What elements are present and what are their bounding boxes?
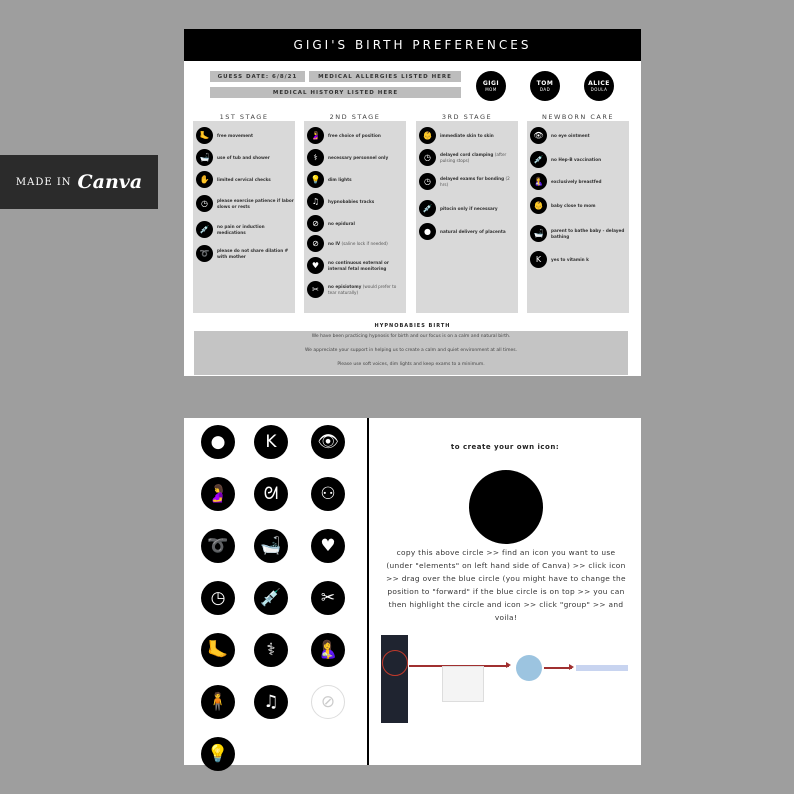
preference-main-text: no pain or induction medications xyxy=(217,224,265,235)
preference-main-text: free movement xyxy=(217,132,254,138)
preference-main-text: delayed cord clamping xyxy=(440,152,494,158)
guess-date-bar: GUESS DATE: 6/8/21 xyxy=(210,71,305,82)
foot-icon[interactable]: 🦶 xyxy=(201,633,235,667)
preference-item xyxy=(419,149,517,166)
preference-item xyxy=(307,127,405,144)
standing-figure-icon[interactable]: 🧍 xyxy=(201,685,235,719)
measuring-tape-icon: ➰ xyxy=(196,245,213,262)
preference-main-text: no epidural xyxy=(328,220,355,226)
music-note-icon[interactable]: ♫ xyxy=(254,685,288,719)
breastfeeding-icon[interactable]: 🤱 xyxy=(311,633,345,667)
fetus-icon[interactable]: ᘛ xyxy=(254,477,288,511)
preference-item xyxy=(419,173,517,190)
syringe-icon: 💉 xyxy=(530,151,547,168)
measuring-tape-icon[interactable]: ➰ xyxy=(201,529,235,563)
preference-text xyxy=(328,284,405,295)
preference-text xyxy=(440,133,494,138)
no-episiotomy-icon: ✂ xyxy=(307,281,324,298)
placenta-icon[interactable]: ● xyxy=(201,425,235,459)
preference-text xyxy=(328,133,381,138)
hypnobabies-line: Please use soft voices, dim lights and keep exams to a minimum. xyxy=(337,362,485,367)
stage-title-1: 1ST STAGE xyxy=(219,113,269,121)
preference-note: (would prefer to tear naturally) xyxy=(328,284,397,295)
preference-note: (saline lock if needed) xyxy=(340,240,388,246)
preference-main-text: please exercise patience if labor slows or rests xyxy=(217,198,294,209)
syringe-icon: 💉 xyxy=(419,200,436,217)
preference-main-text: no eye ointment xyxy=(551,132,590,138)
bathtub-icon[interactable]: 🛁 xyxy=(254,529,288,563)
preference-item xyxy=(196,149,294,166)
stage-column xyxy=(416,121,518,313)
no-epidural-icon: ⊘ xyxy=(307,215,324,232)
preference-text xyxy=(440,152,517,163)
preference-main-text: no IV xyxy=(328,240,341,246)
preference-main-text: natural delivery of placenta xyxy=(440,228,506,234)
preference-text xyxy=(551,228,628,239)
preference-item xyxy=(307,281,405,298)
preference-text xyxy=(217,198,294,209)
preference-item xyxy=(530,151,628,168)
template-circle[interactable] xyxy=(469,470,543,544)
lightbulb-icon[interactable]: 💡 xyxy=(201,737,235,771)
preference-main-text: delayed exams for bonding xyxy=(440,176,505,182)
preference-main-text: exclusively breastfed xyxy=(551,178,602,184)
pregnant-figure-icon[interactable]: 🤰 xyxy=(201,477,235,511)
preference-text xyxy=(217,155,270,160)
preference-item xyxy=(419,200,517,217)
preference-item xyxy=(419,223,517,240)
syringe-icon: 💉 xyxy=(196,221,213,238)
preference-text xyxy=(328,199,374,204)
preference-item xyxy=(307,257,405,274)
preference-note: (2 hrs) xyxy=(440,176,510,187)
heart-monitor-icon[interactable]: ♥ xyxy=(311,529,345,563)
person-role: DAD xyxy=(539,87,551,92)
clock-icon[interactable]: ◷ xyxy=(201,581,235,615)
preference-main-text: please do not share dilation # with mother xyxy=(217,248,289,259)
preference-text xyxy=(328,177,352,182)
delivery-room-icon[interactable]: ⚇ xyxy=(311,477,345,511)
preference-main-text: dim lights xyxy=(328,176,352,182)
preference-item xyxy=(196,221,294,238)
preference-item xyxy=(196,127,294,144)
bathtub-icon: 🛁 xyxy=(530,225,547,242)
hypnobabies-title: HYPNOBABIES BIRTH xyxy=(374,323,451,329)
preference-main-text: use of tub and shower xyxy=(217,154,270,160)
hand-icon: ✋ xyxy=(196,171,213,188)
medical-history-bar: MEDICAL HISTORY LISTED HERE xyxy=(210,87,461,98)
birth-preferences-sheet xyxy=(184,29,641,376)
preference-text xyxy=(217,133,253,138)
person-doula xyxy=(584,71,614,101)
person-name: TOM xyxy=(536,80,554,87)
stage-title-3: 3RD STAGE xyxy=(441,113,493,121)
preference-text xyxy=(440,176,517,187)
person-dad xyxy=(530,71,560,101)
stage-column xyxy=(304,121,406,313)
syringe-icon[interactable]: 💉 xyxy=(254,581,288,615)
heart-monitor-icon: ♥ xyxy=(307,257,324,274)
preference-item xyxy=(530,251,628,268)
baby-icon: 👶 xyxy=(530,197,547,214)
create-icon-instructions: copy this above circle >> find an icon you want to use (under "elements" on left hand side of Canva) >> click icon >> drag over the blue circle (you might have to change the position to "forward" if the blue circle is on top >> you can then highlight the circle and icon >> click "group" >> and voila! xyxy=(386,548,626,622)
vitamin-k-icon[interactable]: K xyxy=(254,425,288,459)
preference-main-text: pitocin only if necessary xyxy=(440,205,498,211)
hypnobabies-box xyxy=(194,331,628,375)
no-iv-icon: ⊘ xyxy=(307,235,324,252)
stage-title-newborn: NEWBORN CARE xyxy=(542,113,614,121)
preference-text xyxy=(217,248,294,259)
preference-main-text: necessary personnel only xyxy=(328,154,389,160)
create-icon-title: to create your own icon: xyxy=(450,443,560,451)
pregnant-figure-icon: 🤰 xyxy=(307,127,324,144)
preference-main-text: parent to bathe baby - delayed bathing xyxy=(551,228,625,239)
preference-item xyxy=(307,235,405,252)
sheet-divider xyxy=(367,418,369,765)
preference-text xyxy=(328,260,405,271)
preference-text xyxy=(217,224,294,235)
preference-text xyxy=(217,177,271,182)
preference-note: (after pulsing stops) xyxy=(440,152,507,163)
allergies-bar: MEDICAL ALLERGIES LISTED HERE xyxy=(309,71,461,82)
person-role: DOULA xyxy=(590,87,608,92)
made-in-canva-badge xyxy=(0,155,158,209)
hypnobabies-line: We appreciate your support in helping us to create a calm and quiet environment at all times. xyxy=(305,348,517,353)
eye-icon[interactable]: 👁 xyxy=(311,425,345,459)
preference-main-text: no Hep-B vaccination xyxy=(551,156,602,162)
preference-item xyxy=(307,171,405,188)
stage-title-2: 2ND STAGE xyxy=(329,113,381,121)
foot-icon: 🦶 xyxy=(196,127,213,144)
preference-text xyxy=(328,221,355,226)
person-mom xyxy=(476,71,506,101)
blue-circle-screenshot xyxy=(516,655,542,681)
stage-column xyxy=(193,121,295,313)
clock-icon: ◷ xyxy=(419,149,436,166)
nurse-icon: ⚕ xyxy=(307,149,324,166)
preference-text xyxy=(551,133,590,138)
stage-column xyxy=(527,121,629,313)
preference-item xyxy=(196,245,294,262)
nurse-icon[interactable]: ⚕ xyxy=(254,633,288,667)
skin-to-skin-icon: 👶 xyxy=(419,127,436,144)
preference-item xyxy=(196,195,294,212)
preference-main-text: no episiotomy xyxy=(328,284,362,290)
vitamin-k-icon: K xyxy=(530,251,547,268)
person-name: GIGI xyxy=(482,80,500,87)
preference-item xyxy=(419,127,517,144)
scissors-icon[interactable]: ✂ xyxy=(311,581,345,615)
preference-text xyxy=(440,206,498,211)
preference-main-text: hypnobabies tracks xyxy=(328,198,375,204)
preference-text xyxy=(551,157,601,162)
music-note-icon: ♫ xyxy=(307,193,324,210)
placenta-icon: ● xyxy=(419,223,436,240)
canva-sidebar-screenshot xyxy=(381,635,408,723)
preference-text xyxy=(328,155,388,160)
canva-toolbar-screenshot xyxy=(576,665,628,671)
preference-item xyxy=(307,215,405,232)
sheet-title: GIGI'S BIRTH PREFERENCES xyxy=(184,29,641,61)
no-symbol-icon[interactable]: ⊘ xyxy=(311,685,345,719)
badge-brand-text: Canva xyxy=(77,171,143,193)
preference-main-text: immediate skin to skin xyxy=(440,132,494,138)
preference-text xyxy=(551,257,589,262)
clock-icon: ◷ xyxy=(419,173,436,190)
preference-text xyxy=(440,229,506,234)
eye-icon: 👁 xyxy=(530,127,547,144)
badge-made-text: MADE IN xyxy=(15,176,72,188)
preference-item xyxy=(530,173,628,190)
clock-icon: ◷ xyxy=(196,195,213,212)
preference-item xyxy=(530,225,628,242)
arrow-to-group xyxy=(544,667,572,669)
breastfeeding-icon: 🤱 xyxy=(530,173,547,190)
icon-library-sheet xyxy=(184,418,641,765)
preference-main-text: limited cervical checks xyxy=(217,176,271,182)
preference-main-text: yes to vitamin k xyxy=(551,256,589,262)
canva-elements-panel-screenshot xyxy=(442,666,484,702)
preference-item xyxy=(307,149,405,166)
preference-item xyxy=(196,171,294,188)
preference-main-text: baby close to mom xyxy=(551,202,596,208)
preference-item xyxy=(530,127,628,144)
elements-highlight-circle xyxy=(382,650,408,676)
preference-text xyxy=(551,203,596,208)
preference-item xyxy=(530,197,628,214)
hypnobabies-line: We have been practicing hypnosis for birth and our focus is on a calm and natural birth. xyxy=(311,334,511,339)
preference-text xyxy=(328,241,388,246)
person-role: MOM xyxy=(485,87,497,92)
preference-main-text: no continuous external or internal fetal monitoring xyxy=(328,260,389,271)
preference-main-text: free choice of position xyxy=(328,132,381,138)
lightbulb-icon: 💡 xyxy=(307,171,324,188)
preference-text xyxy=(551,179,601,184)
bathtub-icon: 🛁 xyxy=(196,149,213,166)
preference-item xyxy=(307,193,405,210)
person-name: ALICE xyxy=(588,80,610,87)
